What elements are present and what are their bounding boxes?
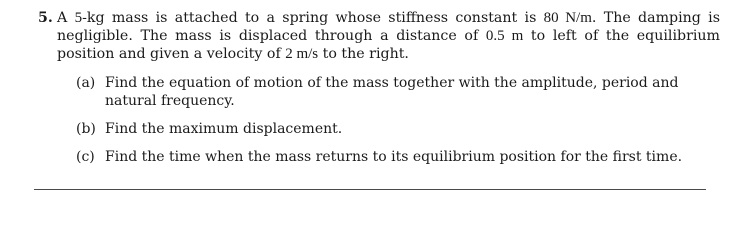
mass-value: 5 bbox=[74, 10, 83, 26]
part-a-text: Find the equation of motion of the mass together with the amplitude, period and natural frequency. bbox=[105, 75, 679, 109]
problem-stem bbox=[57, 9, 720, 63]
stiffness-value: 80 N/m bbox=[543, 10, 592, 26]
part-c-text: Find the time when the mass returns to its equilibrium position for the first time. bbox=[105, 149, 683, 165]
problem-5 bbox=[30, 9, 720, 176]
stem-text-4: to left of the equilibrium position and given a velocity of bbox=[57, 28, 720, 62]
stem-text-2: -kg mass is attached to a spring whose stiffness constant is bbox=[82, 10, 544, 26]
problem-number: 5. bbox=[38, 10, 53, 26]
part-b bbox=[76, 120, 720, 138]
problem-statement bbox=[30, 9, 720, 63]
velocity-value: 2 m/s bbox=[285, 46, 319, 62]
sub-questions bbox=[76, 74, 720, 166]
part-b-text: Find the maximum displacement. bbox=[105, 121, 343, 137]
horizontal-divider bbox=[34, 189, 706, 190]
part-c-label: (c) bbox=[76, 149, 95, 165]
part-c bbox=[76, 148, 720, 166]
part-a-label: (a) bbox=[76, 75, 96, 91]
stem-text-3: . The damping is negligible. The mass is displaced through a distance of bbox=[57, 10, 721, 44]
stem-text-5: to the right. bbox=[318, 46, 409, 62]
displacement-value: 0.5 m bbox=[485, 28, 524, 44]
part-b-label: (b) bbox=[76, 121, 96, 137]
part-a bbox=[76, 74, 720, 110]
stem-text-1: A bbox=[57, 10, 75, 26]
